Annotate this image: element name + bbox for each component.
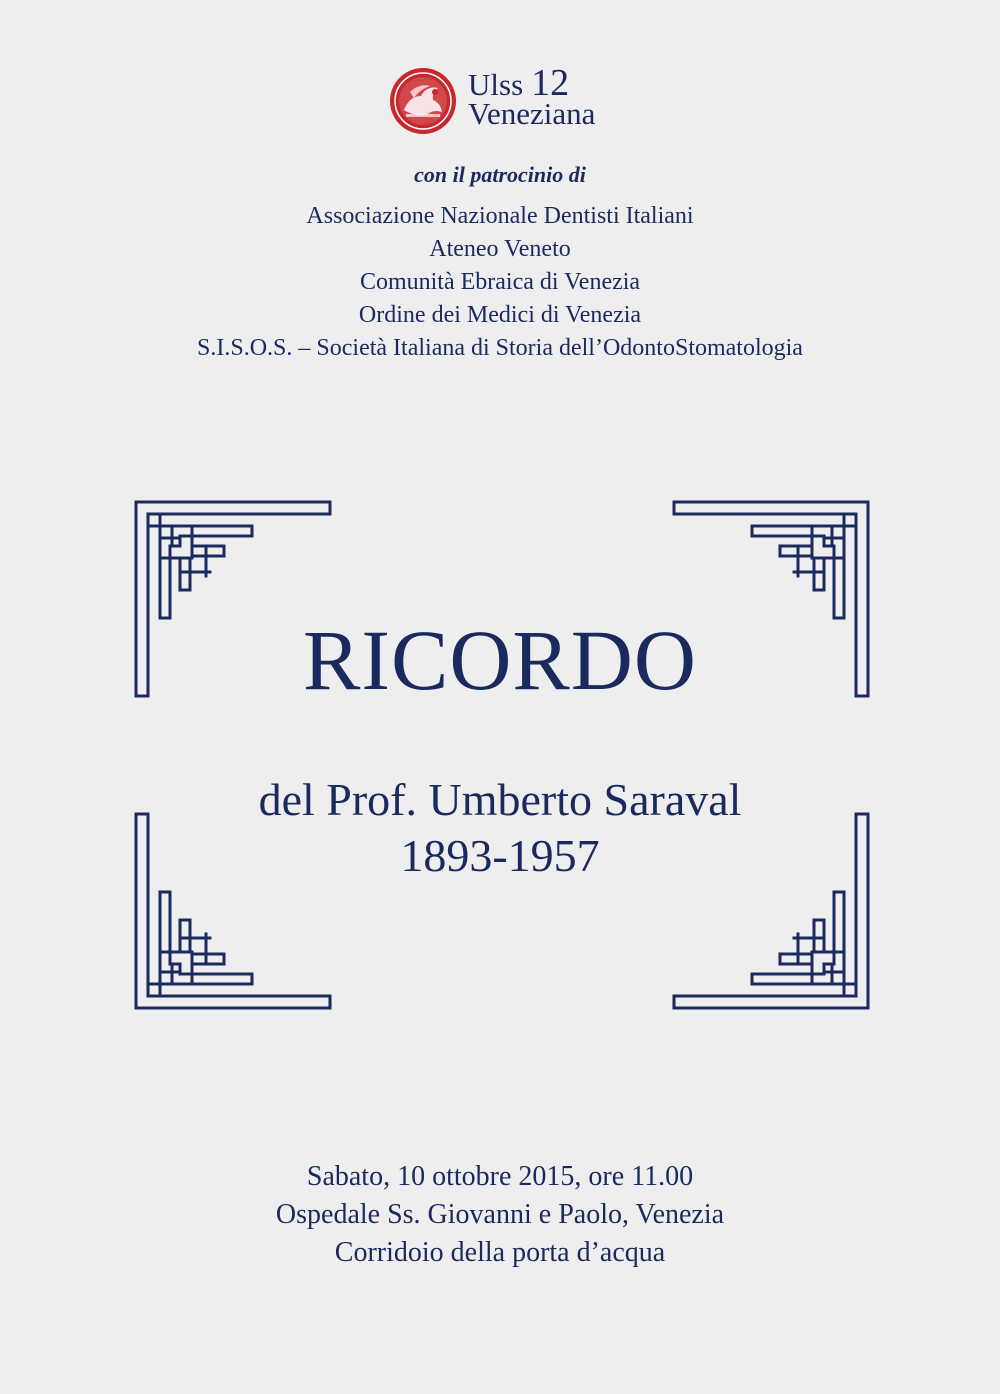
logo-number: 12 [531,62,570,104]
event-venue: Ospedale Ss. Giovanni e Paolo, Venezia [275,1199,725,1230]
patron-item: S.I.S.O.S. – Società Italiana di Storia dell’OdontoStomatologia [197,335,803,361]
event-details [0,1158,1000,1272]
lion-seal-icon [388,66,458,136]
page-title: RICORDO [302,612,698,708]
patronage-label: con il patrocinio di [414,162,586,187]
patron-item: Associazione Nazionale Dentisti Italiani [306,203,694,229]
patron-item: Comunità Ebraica di Venezia [359,269,641,295]
patron-list [0,200,1000,365]
subtitle [0,772,1000,884]
honoree-name: del Prof. Umberto Saraval [258,774,742,825]
patron-item: Ordine dei Medici di Venezia [358,302,642,328]
patron-item: Ateneo Veneto [429,236,571,262]
ulss-logo [388,64,628,140]
event-date: Sabato, 10 ottobre 2015, ore 11.00 [306,1161,694,1192]
logo-wordmark [468,64,595,129]
logo-name: Ulss [468,67,524,102]
event-location: Corridoio della porta d’acqua [334,1237,666,1268]
logo-region: Veneziana [468,96,596,131]
honoree-years: 1893-1957 [400,830,600,881]
